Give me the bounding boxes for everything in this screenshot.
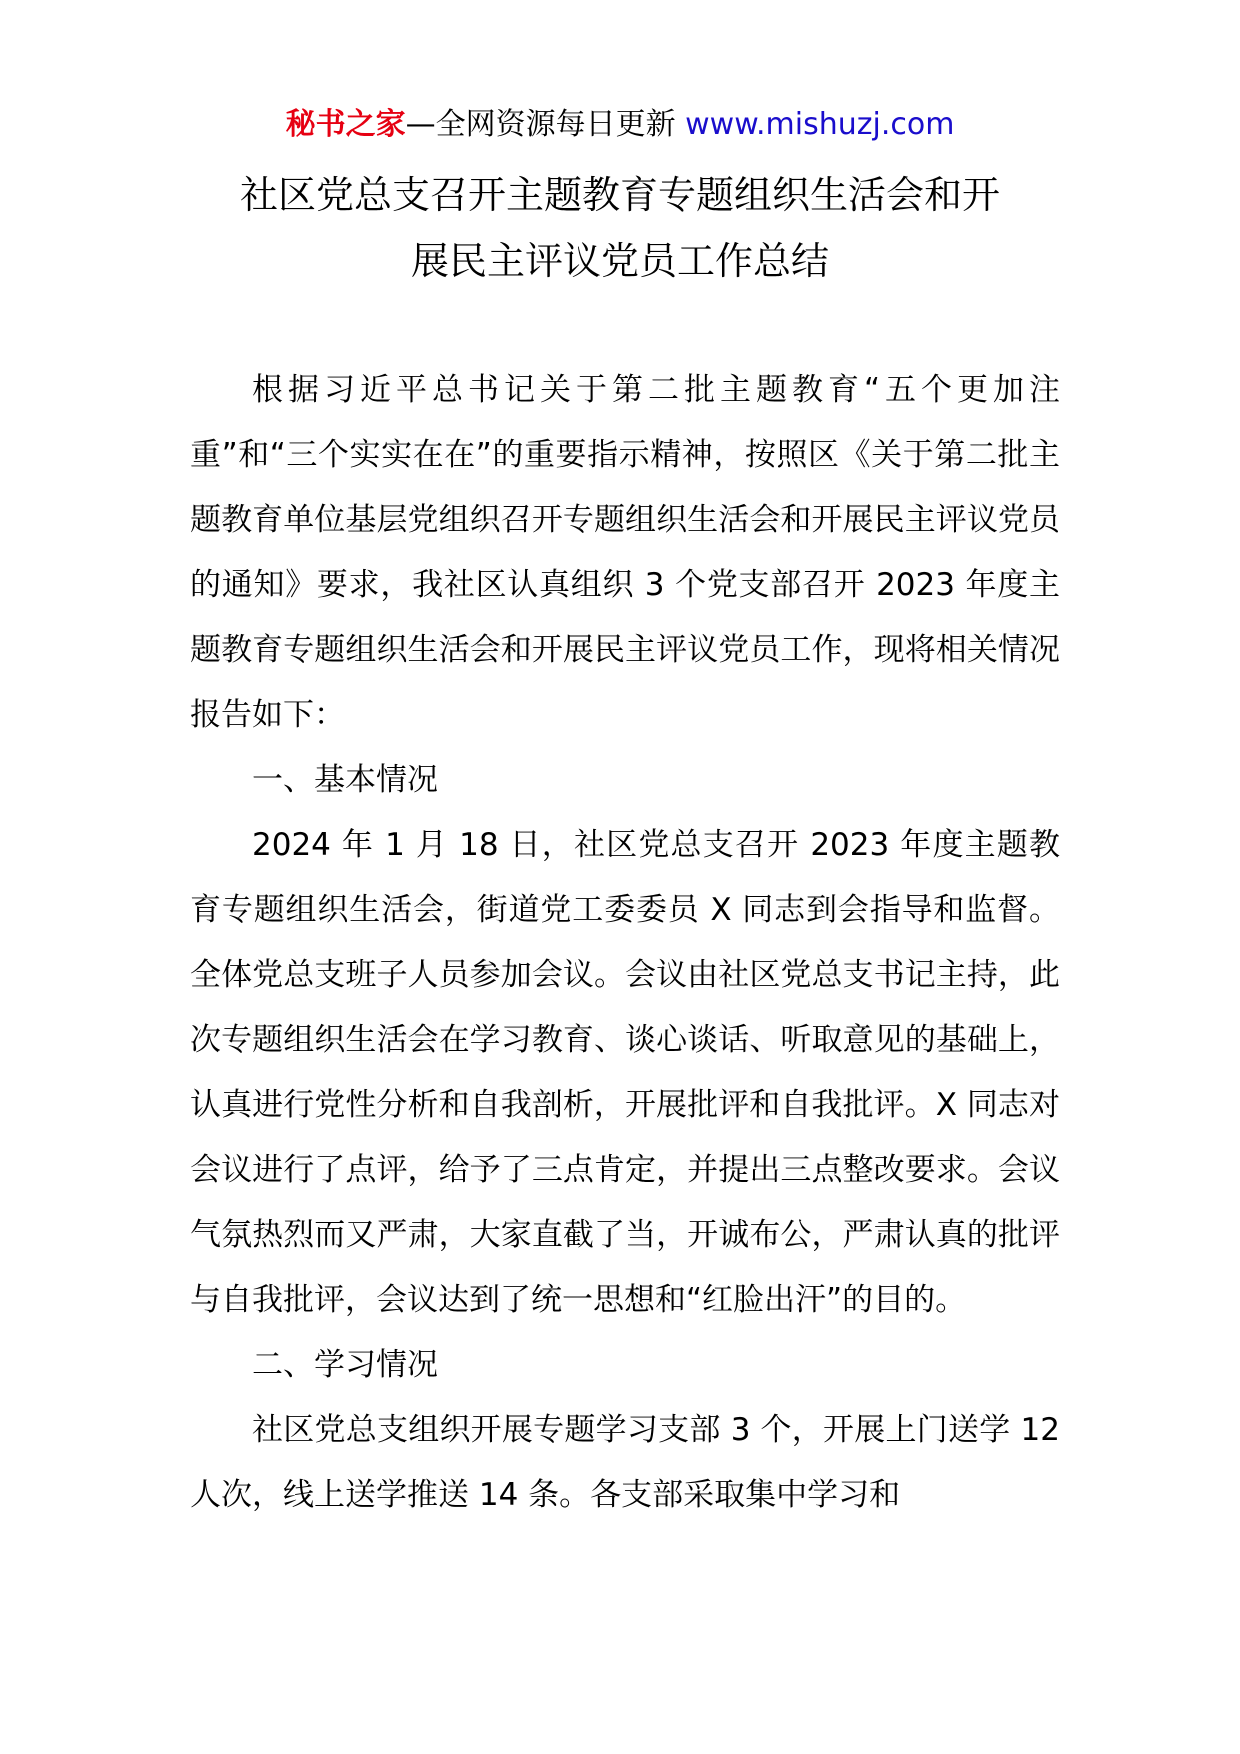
site-slogan: —全网资源每日更新 (405, 107, 686, 142)
intro-paragraph: 根据习近平总书记关于第二批主题教育“五个更加注重”和“三个实实在在”的重要指示精神，按照区《关于第二批主题教育单位基层党组织召开专题组织生活会和开展民主评议党员的通知》要求，我社区认真组织 3 个党支部召开 2023 年度主题教育专题组织生活会和开展民主评议党员工作，现将相关情况报告如下： (190, 372, 1060, 733)
section-heading-study-situation: 二、学习情况 (252, 1347, 438, 1383)
section-heading-basic-situation: 一、基本情况 (252, 762, 438, 798)
study-situation-paragraph: 社区党总支组织开展专题学习支部 3 个，开展上门送学 12 人次，线上送学推送 14 条。各支部采取集中学习和 (190, 1412, 1060, 1513)
document-title-line-1: 社区党总支召开主题教育专题组织生活会和开 (239, 173, 1000, 217)
site-header-banner (0, 100, 1240, 150)
document-title-line-2: 展民主评议党员工作总结 (410, 239, 829, 283)
brand-name: 秘书之家 (285, 107, 406, 142)
document-body (190, 358, 1060, 1528)
site-url-link[interactable]: www.mishuzj.com (685, 107, 955, 142)
basic-situation-paragraph: 2024 年 1 月 18 日，社区党总支召开 2023 年度主题教育专题组织生活会，街道党工委委员 X 同志到会指导和监督。全体党总支班子人员参加会议。会议由社区党总支书记主持，此次专题组织生活会在学习教育、谈心谈话、听取意见的基础上，认真进行党性分析和自我剖析，开展批评和自我批评。X 同志对会议进行了点评，给予了三点肯定，并提出三点整改要求。会议气氛热烈而又严肃，大家直截了当，开诚布公，严肃认真的批评与自我批评，会议达到了统一思想和“红脸出汗”的目的。 (190, 827, 1060, 1318)
document-title (150, 162, 1090, 294)
